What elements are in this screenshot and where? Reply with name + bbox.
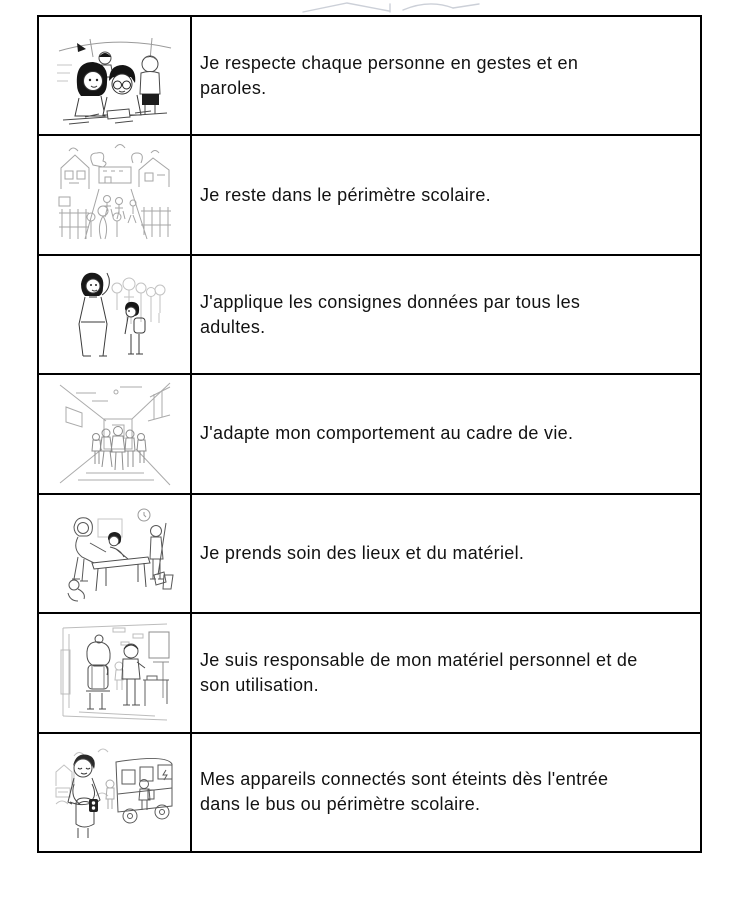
table-row	[39, 256, 700, 375]
rule-text-line: son utilisation.	[200, 674, 319, 695]
rule-text-cell	[192, 136, 700, 253]
table-row	[39, 375, 700, 494]
table-row	[39, 734, 700, 851]
table-row	[39, 614, 700, 733]
school-rules-table	[37, 15, 702, 853]
table-row	[39, 495, 700, 614]
rule-text-line: paroles.	[200, 77, 267, 98]
rule-text-line: dans le bus ou périmètre scolaire.	[200, 794, 481, 815]
rule-text-line: Je respecte chaque personne en gestes et en	[200, 52, 579, 73]
table-row	[39, 136, 700, 255]
rule-text-cell	[192, 375, 700, 492]
rule-illustration-cell	[39, 614, 192, 731]
rule-illustration-cell	[39, 495, 192, 612]
classroom-children-writing-illustration	[55, 23, 175, 129]
rule-text-line: Mes appareils connectés sont éteints dès l'entrée	[200, 769, 609, 790]
cropped-sketch-fragment	[295, 0, 485, 14]
rule-text-line: Je suis responsable de mon matériel personnel et de	[200, 649, 638, 670]
rule-text-line: Je prends soin des lieux et du matériel.	[200, 542, 525, 563]
rule-text-cell	[192, 17, 700, 134]
rule-text-cell	[192, 734, 700, 851]
schoolyard-perimeter-illustration	[55, 141, 175, 249]
rule-text-line: J'applique les consignes données par tous les	[200, 291, 581, 312]
rule-illustration-cell	[39, 375, 192, 492]
rule-text-line: J'adapte mon comportement au cadre de vie.	[200, 423, 574, 444]
teacher-instructions-illustration	[55, 264, 175, 366]
rule-text-line: Je reste dans le périmètre scolaire.	[200, 184, 491, 205]
rule-text-line: adultes.	[200, 316, 266, 337]
table-row	[39, 17, 700, 136]
rule-text-cell	[192, 495, 700, 612]
rule-text-cell	[192, 614, 700, 731]
rule-illustration-cell	[39, 256, 192, 373]
rule-text-cell	[192, 256, 700, 373]
children-cleaning-illustration	[54, 501, 176, 605]
rule-illustration-cell	[39, 734, 192, 851]
pupils-backpacks-hallway-illustration	[59, 618, 171, 728]
rule-illustration-cell	[39, 17, 192, 134]
school-corridor-students-illustration	[58, 381, 172, 487]
rule-illustration-cell	[39, 136, 192, 253]
phone-backpack-school-bus-illustration	[54, 742, 176, 842]
